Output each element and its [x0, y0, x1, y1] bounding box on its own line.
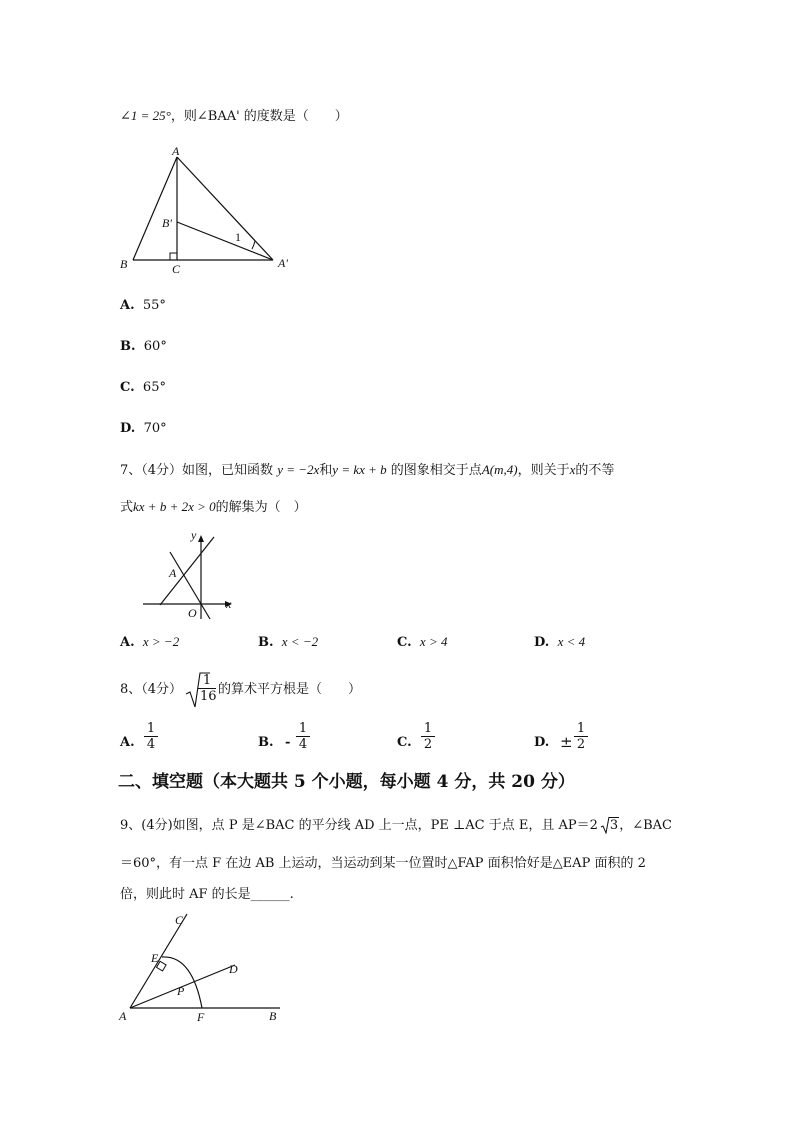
q8-option-b-letter[interactable]: B.	[258, 735, 274, 750]
q6-label-A: A	[172, 145, 180, 158]
section-heading: 二、填空题（本大题共 5 个小题，每小题 4 分，共 20 分）	[118, 772, 575, 792]
q7-option-a[interactable]: A. x > −2	[120, 634, 180, 650]
q9-label-P: P	[177, 984, 185, 998]
q8-option-d-sign: ±	[560, 733, 573, 751]
q6-option-b[interactable]: B. 60°	[120, 339, 167, 354]
q9-label-C: C	[175, 913, 184, 927]
q8-option-c-letter[interactable]: C.	[397, 735, 412, 750]
q7-stem-line1: 7、（4分）如图，已知函数 y = −2x和y = kx + b 的图象相交于点A(m,4)，则关于x的不等	[120, 462, 615, 478]
q7-stem-line2: 式kx + b + 2x > 0的解集为（ ）	[120, 499, 307, 515]
q8-option-d-fraction[interactable]: $\frac{1}{2}$	[574, 721, 588, 752]
q6-angle: ∠1 = 25°	[120, 108, 171, 123]
q7-graph-figure	[138, 527, 248, 622]
q6-stem	[120, 108, 348, 125]
q6-option-a[interactable]: A. 55°	[120, 298, 166, 313]
q8-option-d-letter[interactable]: D.	[534, 735, 550, 750]
q9-label-F: F	[197, 1010, 205, 1024]
q7-label-x: x	[226, 597, 232, 611]
q6-option-d[interactable]: D. 70°	[120, 421, 167, 436]
q6-label-B: B	[120, 257, 128, 271]
q6-option-c[interactable]: C. 65°	[120, 380, 166, 395]
q7-label-O: O	[188, 606, 197, 620]
q7-label-A: A	[169, 566, 177, 580]
q6-label-angle1: 1	[235, 230, 241, 244]
q7-option-d[interactable]: D. x < 4	[534, 634, 586, 650]
q6-label-Aprime: A′	[278, 256, 288, 270]
q9-label-B: B	[269, 1009, 277, 1023]
q8-option-c-fraction[interactable]: $\frac{1}{2}$	[421, 721, 435, 752]
q6-label-Bprime: B′	[162, 216, 172, 230]
q9-line2: ＝60°，有一点 F 在边 AB 上运动，当运动到某一位置时△FAP 面积恰好是△EAP 面积的 2	[120, 856, 646, 871]
q9-label-D: D	[229, 962, 238, 976]
q7-label-y: y	[191, 528, 197, 542]
q6-label-C: C	[172, 262, 181, 275]
q8-sqrt-fraction: $\frac{1}{16}$	[200, 673, 217, 704]
q8-option-b-fraction[interactable]: $\frac{1}{4}$	[296, 721, 310, 752]
q8-stem-text: 的算术平方根是（ ）	[218, 682, 362, 697]
q9-line1: 9、(4分)如图，点 P 是∠BAC 的平分线 AD 上一点，PE ⊥AC 于点 E，且 AP＝2 3，∠BAC	[120, 818, 672, 833]
q9-angle-bisector-figure	[117, 910, 292, 1030]
q9-label-A: A	[119, 1009, 127, 1023]
q8-num: 8、（4分）	[120, 682, 183, 697]
q9-label-E: E	[151, 951, 159, 965]
sqrt-radical-icon: 3	[600, 818, 619, 834]
q8-option-a-fraction[interactable]: $\frac{1}{4}$	[144, 721, 158, 752]
q8-option-b-sign: -	[285, 735, 291, 750]
q8-option-a-letter[interactable]: A.	[120, 735, 135, 750]
q9-line3: 倍，则此时 AF 的长是______.	[120, 887, 294, 902]
q6-stem-text: ，则∠BAA' 的度数是（ ）	[170, 109, 348, 124]
q6-triangle-figure	[115, 145, 305, 275]
q7-option-c[interactable]: C. x > 4	[397, 634, 448, 650]
q7-option-b[interactable]: B. x < −2	[258, 634, 319, 650]
